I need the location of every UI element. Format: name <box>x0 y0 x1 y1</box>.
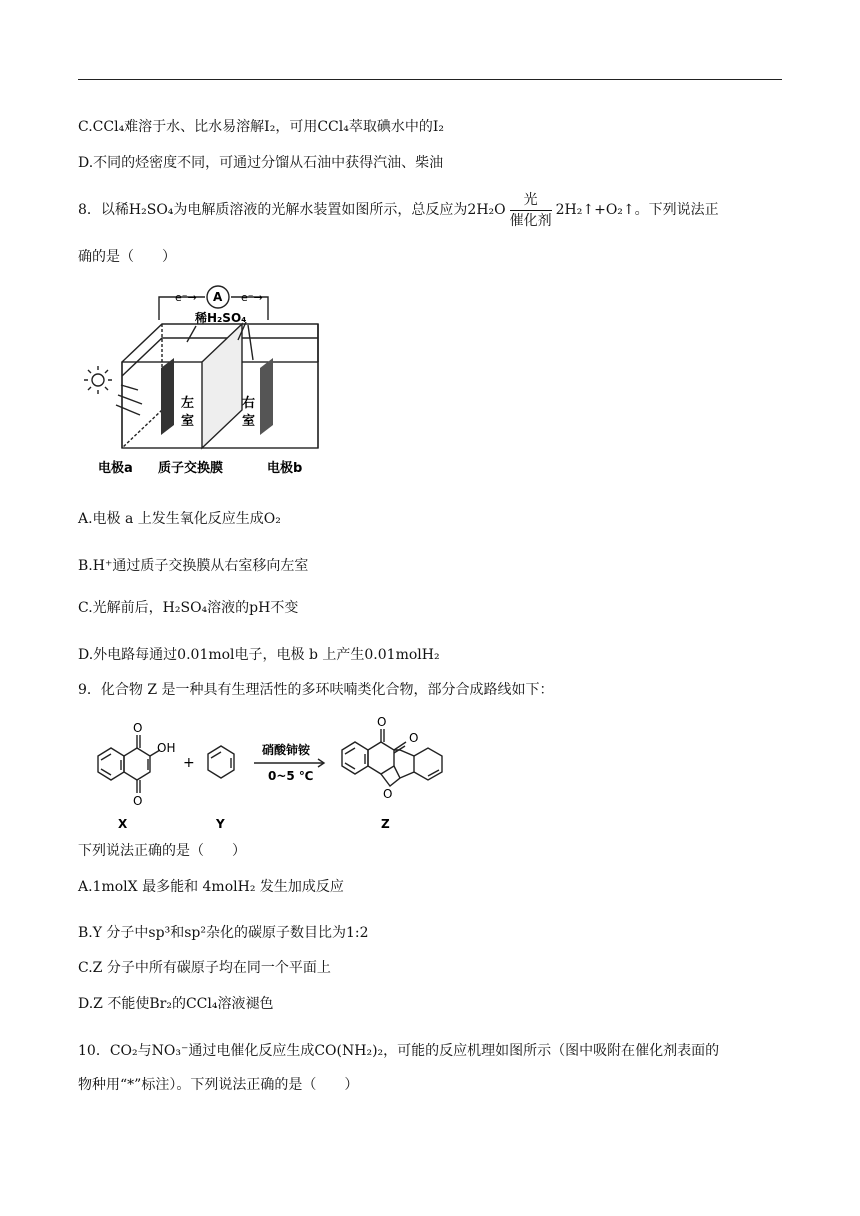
left-room-label-1: 左 <box>181 396 195 411</box>
temperature-label: 0~5 ℃ <box>268 769 314 783</box>
z-furan-oxygen: O <box>383 787 393 801</box>
q8-stem-suffix: 2H₂↑+O₂↑。下列说法正 <box>555 202 719 218</box>
q9-reaction-scheme <box>78 708 478 833</box>
electrode-a <box>161 358 174 435</box>
z-quinone-ring <box>368 742 394 774</box>
membrane-label: 质子交换膜 <box>158 461 224 476</box>
right-room-label-2: 室 <box>242 414 256 429</box>
q8-option-b: B.H⁺通过质子交换膜从右室移向左室 <box>78 558 309 574</box>
compound-z-label: Z <box>381 817 390 831</box>
q8-condition-light: 光 <box>523 191 538 208</box>
x-hydroxyl-label: OH <box>157 741 176 755</box>
q9-ask: 下列说法正确的是（ ） <box>78 843 246 859</box>
z-benzene-ring <box>342 742 368 774</box>
z-cyclohexene-ring <box>414 748 442 780</box>
x-quinone-ring <box>124 748 150 780</box>
q10-stem-line2: 物种用“*”标注）。下列说法正确的是（ ） <box>78 1077 359 1093</box>
left-room-label-2: 室 <box>181 414 195 429</box>
q7-option-d: D.不同的烃密度不同，可通过分馏从石油中获得汽油、柴油 <box>78 155 444 171</box>
electrode-b-label: 电极b <box>267 461 303 476</box>
ammeter-label: A <box>213 290 223 304</box>
q8-option-a: A.电极 a 上发生氧化反应生成O₂ <box>78 511 281 527</box>
q9-option-b: B.Y 分子中sp³和sp²杂化的碳原子数目比为1:2 <box>78 925 369 941</box>
q8-reaction-condition <box>510 191 552 230</box>
q7-option-c: C.CCl₄难溶于水、比水易溶解I₂，可用CCl₄萃取碘水中的I₂ <box>78 119 444 135</box>
electron-flow-right: e⁻→ <box>241 291 263 304</box>
z-oxygen-left: O <box>377 715 387 729</box>
q8-stem-prefix: 8．以稀H₂SO₄为电解质溶液的光解水装置如图所示，总反应为2H₂O <box>78 202 506 218</box>
sun-icon <box>84 366 112 394</box>
electron-flow-left: e⁻→ <box>175 291 197 304</box>
electrode-b <box>260 358 273 435</box>
q8-option-c: C.光解前后，H₂SO₄溶液的pH不变 <box>78 600 299 616</box>
q8-condition-catalyst: 催化剂 <box>509 212 552 229</box>
q9-option-c: C.Z 分子中所有碳原子均在同一个平面上 <box>78 960 331 976</box>
reagent-label: 硝酸铈铵 <box>262 743 311 757</box>
q9-stem: 9．化合物 Z 是一种具有生理活性的多环呋喃类化合物，部分合成路线如下： <box>78 682 554 698</box>
electrolyte-label: 稀H₂SO₄ <box>195 311 247 325</box>
x-oxygen-bottom: O <box>133 794 143 808</box>
q8-stem-line2: 确的是（ ） <box>78 249 176 265</box>
q9-option-a: A.1molX 最多能和 4molH₂ 发生加成反应 <box>78 879 344 895</box>
plus-sign: + <box>183 755 195 771</box>
q8-option-d: D.外电路每通过0.01mol电子，电极 b 上产生0.01molH₂ <box>78 647 440 663</box>
right-room-label-1: 右 <box>242 396 256 411</box>
z-oxygen-right: O <box>409 731 419 745</box>
compound-x-label: X <box>118 817 128 831</box>
header-rule <box>78 79 782 80</box>
y-cyclohexadiene-ring <box>208 746 234 778</box>
electrode-a-label: 电极a <box>98 461 133 476</box>
q9-option-d: D.Z 不能使Br₂的CCl₄溶液褪色 <box>78 996 274 1012</box>
q10-stem-line1: 10．CO₂与NO₃⁻通过电催化反应生成CO(NH₂)₂，可能的反应机理如图所示（图中吸附在催化剂表面的 <box>78 1043 720 1059</box>
photolysis-apparatus-figure <box>78 280 348 485</box>
q8-stem <box>78 190 719 230</box>
x-oxygen-top: O <box>133 721 143 735</box>
proton-exchange-membrane <box>202 324 242 448</box>
compound-y-label: Y <box>216 817 225 831</box>
x-benzene-ring <box>98 748 124 780</box>
